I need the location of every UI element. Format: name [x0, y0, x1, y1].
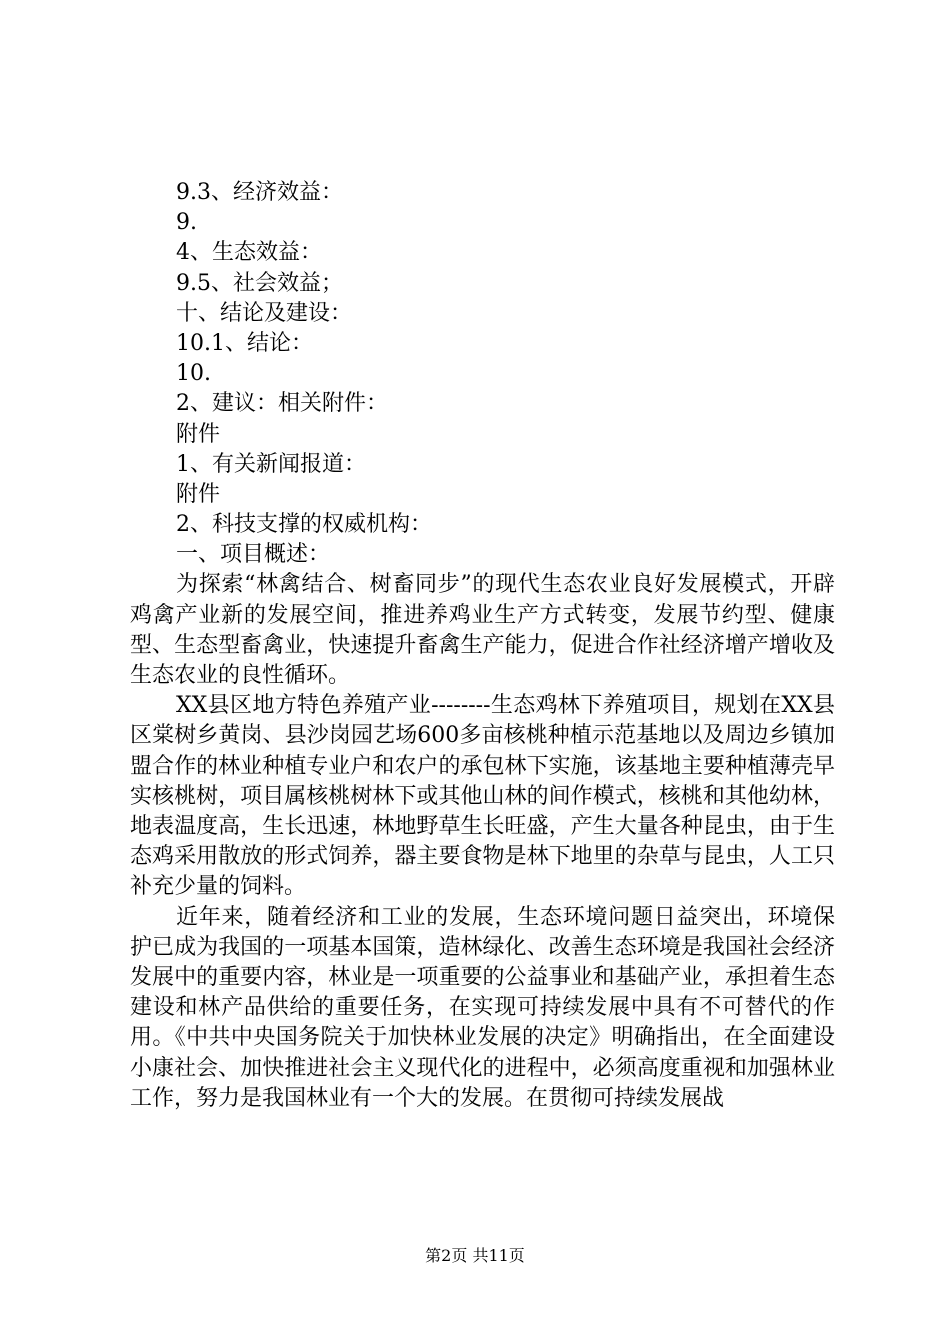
- outline-line: 10.: [176, 361, 211, 387]
- page-footer: 第2页 共11页: [425, 1246, 525, 1265]
- outline-line: 9.3、经济效益：: [176, 180, 343, 205]
- outline-line: 2、建议：相关附件：: [176, 391, 388, 417]
- outline-line: 4、生态效益：: [176, 240, 322, 266]
- outline-line: 十、结论及建设：: [176, 300, 353, 326]
- outline-line: 附件: [176, 421, 221, 447]
- body-paragraph: 为探索“林禽结合、树畜同步”的现代生态农业良好发展模式，开辟鸡禽产业新的发展空间，推进养鸡业生产方式转变，发展节约型、健康型、生态型畜禽业，快速提升畜禽生产能力，促进合作社经济增产增收及生态农业的良性循环。: [130, 572, 835, 689]
- outline-line: 10.1、结论：: [176, 330, 313, 356]
- outline-line: 附件: [176, 481, 221, 507]
- outline-line: 9.: [176, 210, 197, 236]
- section-heading: 一、项目概述：: [176, 542, 331, 568]
- document-body: [130, 178, 835, 1114]
- outline-line: 9.5、社会效益；: [176, 270, 343, 296]
- outline-line: 2、科技支撑的权威机构：: [176, 512, 432, 538]
- outline-line: 1、有关新闻报道：: [176, 451, 366, 477]
- body-paragraph: 近年来，随着经济和工业的发展，生态环境问题日益突出，环境保护已成为我国的一项基本国策，造林绿化、改善生态环境是我国社会经济发展中的重要内容，林业是一项重要的公益事业和基础产业，承担着生态建设和林产品供给的重要任务，在实现可持续发展中具有不可替代的作用。《中共中央国务院关于加快林业发展的决定》明确指出，在全面建设小康社会、加快推进社会主义现代化的进程中，必须高度重视和加强林业工作，努力是我国林业有一个大的发展。在贯彻可持续发展战: [130, 904, 835, 1111]
- body-paragraph: XX县区地方特色养殖产业--------生态鸡林下养殖项目，规划在XX县区棠树乡黄岗、县沙岗园艺场600多亩核桃种植示范基地以及周边乡镇加盟合作的林业种植专业户和农户的承包林下实施，该基地主要种植薄壳早实核桃树，项目属核桃树林下或其他山林的间作模式，核桃和其他幼林，地表温度高，生长迅速，林地野草生长旺盛，产生大量各种昆虫，由于生态鸡采用散放的形式饲养，器主要食物是林下地里的杂草与昆虫，人工只补充少量的饲料。: [130, 693, 835, 900]
